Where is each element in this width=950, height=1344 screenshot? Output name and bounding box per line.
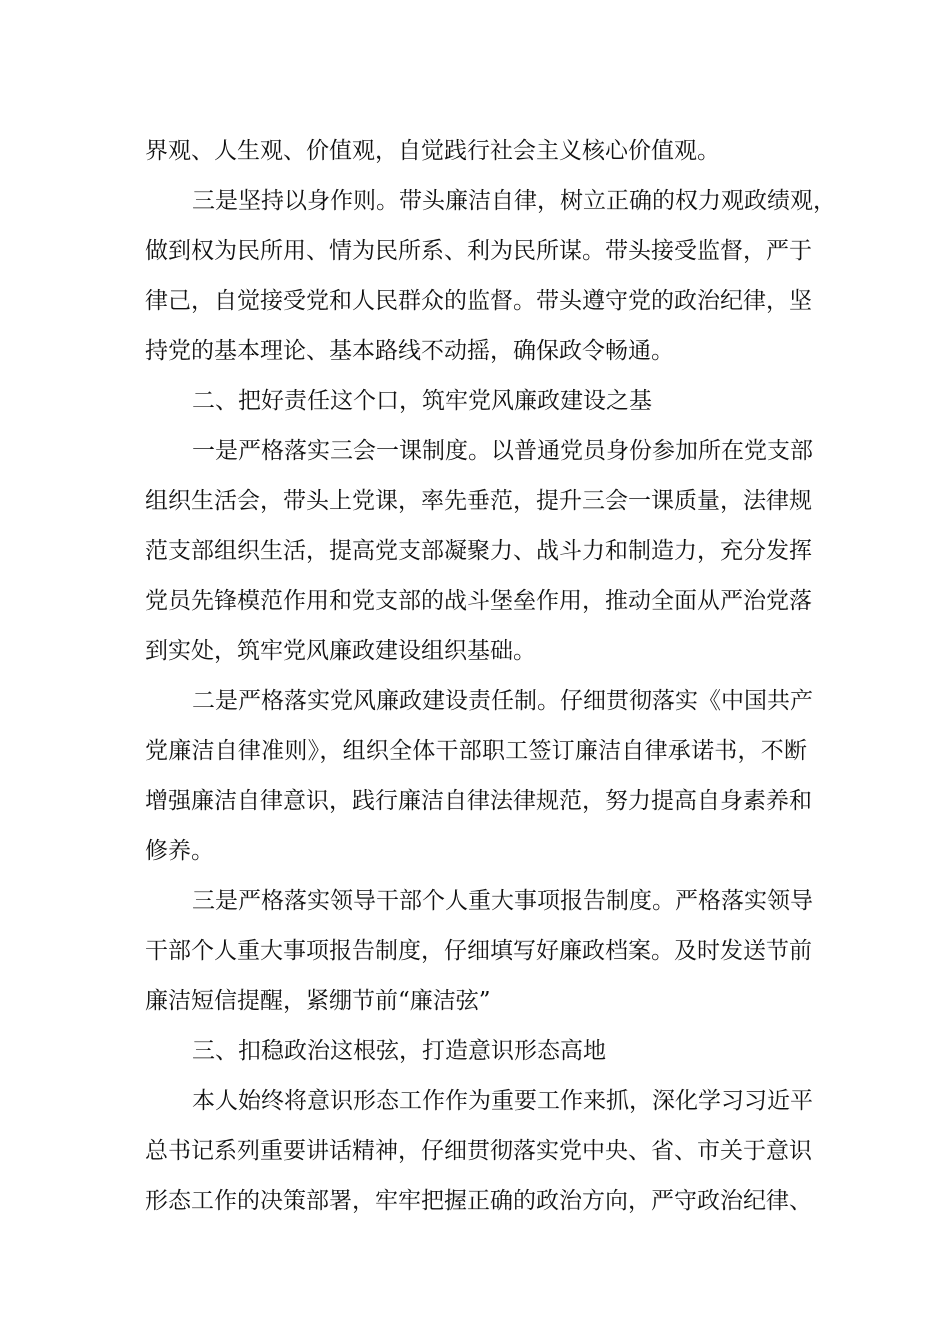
paragraph-2-line-2: 组织生活会，带头上党课，率先垂范，提升三会一课质量，法律规 [145,488,812,514]
paragraph-3-line-4: 修养。 [145,838,214,864]
section-heading-2: 二、把好责任这个口，筑牢党风廉政建设之基 [192,388,652,414]
paragraph-2-line-4: 党员先锋模范作用和党支部的战斗堡垒作用，推动全面从严治党落 [145,588,812,614]
section-heading-3: 三、扣稳政治这根弦，打造意识形态高地 [192,1038,606,1064]
paragraph-3-line-1: 二是严格落实党风廉政建设责任制。仔细贯彻落实《中国共产 [192,688,813,714]
paragraph-5-line-1: 本人始终将意识形态工作作为重要工作来抓，深化学习习近平 [192,1088,813,1114]
paragraph-1-line-4: 持党的基本理论、基本路线不动摇，确保政令畅通。 [145,338,674,364]
paragraph-3-line-3: 增强廉洁自律意识，践行廉洁自律法律规范，努力提高自身素养和 [145,788,812,814]
paragraph-2-line-1: 一是严格落实三会一课制度。以普通党员身份参加所在党支部 [192,438,813,464]
paragraph-3-line-2: 党廉洁自律准则》，组织全体干部职工签订廉洁自律承诺书，不断 [145,738,807,764]
paragraph-4-line-3: 廉洁短信提醒，紧绷节前“廉洁弦” [145,988,491,1014]
paragraph-5-line-2: 总书记系列重要讲话精神，仔细贯彻落实党中央、省、市关于意识 [145,1138,812,1164]
paragraph-1-line-3: 律己，自觉接受党和人民群众的监督。带头遵守党的政治纪律，坚 [145,288,812,314]
paragraph-2-line-5: 到实处，筑牢党风廉政建设组织基础。 [145,638,536,664]
paragraph-1-line-2: 做到权为民所用、情为民所系、利为民所谋。带头接受监督，严于 [145,238,812,264]
text-line-1: 界观、人生观、价值观，自觉践行社会主义核心价值观。 [145,138,720,164]
paragraph-4-line-1: 三是严格落实领导干部个人重大事项报告制度。严格落实领导 [192,888,813,914]
paragraph-5-line-3: 形态工作的决策部署，牢牢把握正确的政治方向，严守政治纪律、 [145,1188,812,1214]
paragraph-1-line-1: 三是坚持以身作则。带头廉洁自律，树立正确的权力观政绩观， [192,188,836,214]
paragraph-4-line-2: 干部个人重大事项报告制度，仔细填写好廉政档案。及时发送节前 [145,938,812,964]
paragraph-2-line-3: 范支部组织生活，提高党支部凝聚力、战斗力和制造力，充分发挥 [145,538,812,564]
